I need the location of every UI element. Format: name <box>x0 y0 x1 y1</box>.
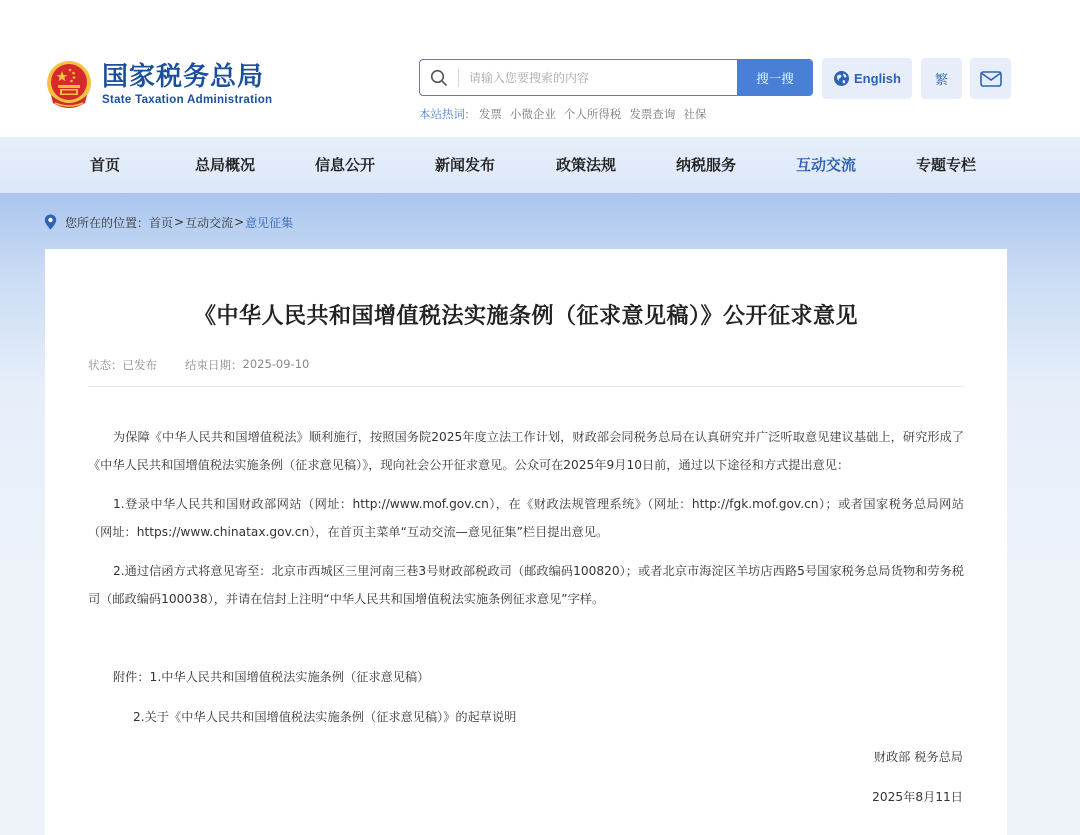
article-card <box>45 249 1007 835</box>
english-button[interactable] <box>822 58 912 99</box>
signature-org: 财政部 税务总局 <box>873 750 963 764</box>
main-nav <box>0 137 1080 193</box>
article-paragraph: 2.通过信函方式将意见寄至：北京市西城区三里河南三巷3号财政部税政司（邮政编码100820）；或者北京市海淀区羊坊店西路5号国家税务总局货物和劳务税司（邮政编码100038），并请在信封上注明“中华人民共和国增值税法实施条例征求意见”字样。 <box>88 564 964 606</box>
nav-info-disclosure[interactable]: 信息公开 <box>314 156 375 174</box>
mail-button[interactable] <box>970 58 1011 99</box>
logo-text <box>102 62 272 108</box>
breadcrumb-interaction[interactable]: 互动交流 <box>185 215 234 230</box>
site-logo[interactable] <box>45 57 285 113</box>
nav-home[interactable]: 首页 <box>89 156 120 174</box>
logo-chinese-name: 国家税务总局 <box>102 62 265 92</box>
nav-interaction[interactable]: 互动交流 <box>795 156 856 174</box>
end-date-value: 2025-09-10 <box>242 357 310 371</box>
hotword-link[interactable]: 社保 <box>683 107 707 121</box>
english-label: English <box>854 71 901 86</box>
article-title: 《中华人民共和国增值税法实施条例（征求意见稿）》公开征求意见 <box>193 304 858 329</box>
hotword-link[interactable]: 个人所得税 <box>563 107 622 121</box>
attachment-link[interactable]: 2.关于《中华人民共和国增值税法实施条例（征求意见稿）》的起草说明 <box>133 710 517 724</box>
status-label: 状态： <box>88 358 123 372</box>
breadcrumb-current[interactable]: 意见征集 <box>245 215 294 230</box>
traditional-chinese-button[interactable]: 繁 <box>921 58 962 99</box>
hotword-link[interactable]: 小微企业 <box>509 107 556 121</box>
logo-english-name: State Taxation Administration <box>102 94 273 106</box>
mail-icon <box>980 71 1002 87</box>
hotword-link[interactable]: 发票 <box>478 107 502 121</box>
signature-date: 2025年8月11日 <box>872 790 963 804</box>
end-date-label: 结束日期： <box>185 358 243 372</box>
status-value: 已发布 <box>122 358 157 372</box>
globe-icon <box>833 70 850 87</box>
national-emblem-icon <box>45 59 93 111</box>
attachment-link[interactable]: 附件：1.中华人民共和国增值税法实施条例（征求意见稿） <box>113 670 430 684</box>
search-divider <box>458 69 459 87</box>
article-paragraph: 为保障《中华人民共和国增值税法》顺利施行，按照国务院2025年度立法工作计划，财政部会同税务总局在认真研究并广泛听取意见建议基础上，研究形成了《中华人民共和国增值税法实施条例（征求意见稿）》，现向社会公开征求意见。公众可在2025年9月10日前，通过以下途径和方式提出意见： <box>88 430 964 472</box>
breadcrumb-home[interactable]: 首页 <box>149 215 174 230</box>
breadcrumb-prefix: 您所在的位置： <box>65 215 150 230</box>
search-icon <box>420 61 458 95</box>
article-paragraph: 1.登录中华人民共和国财政部网站（网址：http://www.mof.gov.cn），在《财政法规管理系统》（网址：http://fgk.mof.gov.cn）；或者国家税务总局网站（网址：https://www.chinatax.gov.cn），在首页主菜单“互动交流—意见征集”栏目提出意见。 <box>88 497 964 539</box>
nav-tax-service[interactable]: 纳税服务 <box>675 156 736 174</box>
nav-news[interactable]: 新闻发布 <box>434 156 495 174</box>
nav-topics[interactable]: 专题专栏 <box>915 156 976 174</box>
breadcrumb-separator: > <box>234 215 245 229</box>
breadcrumb <box>44 213 293 231</box>
nav-overview[interactable]: 总局概况 <box>194 156 255 174</box>
hotwords-label: 本站热词: <box>419 107 469 121</box>
hotwords <box>419 106 706 122</box>
article-meta <box>88 357 309 373</box>
hotword-link[interactable]: 发票查询 <box>629 107 676 121</box>
search-button[interactable]: 搜一搜 <box>737 59 813 96</box>
nav-policy[interactable]: 政策法规 <box>555 156 616 174</box>
site-header <box>0 0 1080 137</box>
title-divider <box>88 386 964 387</box>
search-box <box>419 59 813 96</box>
location-pin-icon <box>44 214 57 230</box>
breadcrumb-separator: > <box>174 215 185 229</box>
search-input[interactable] <box>469 61 737 95</box>
